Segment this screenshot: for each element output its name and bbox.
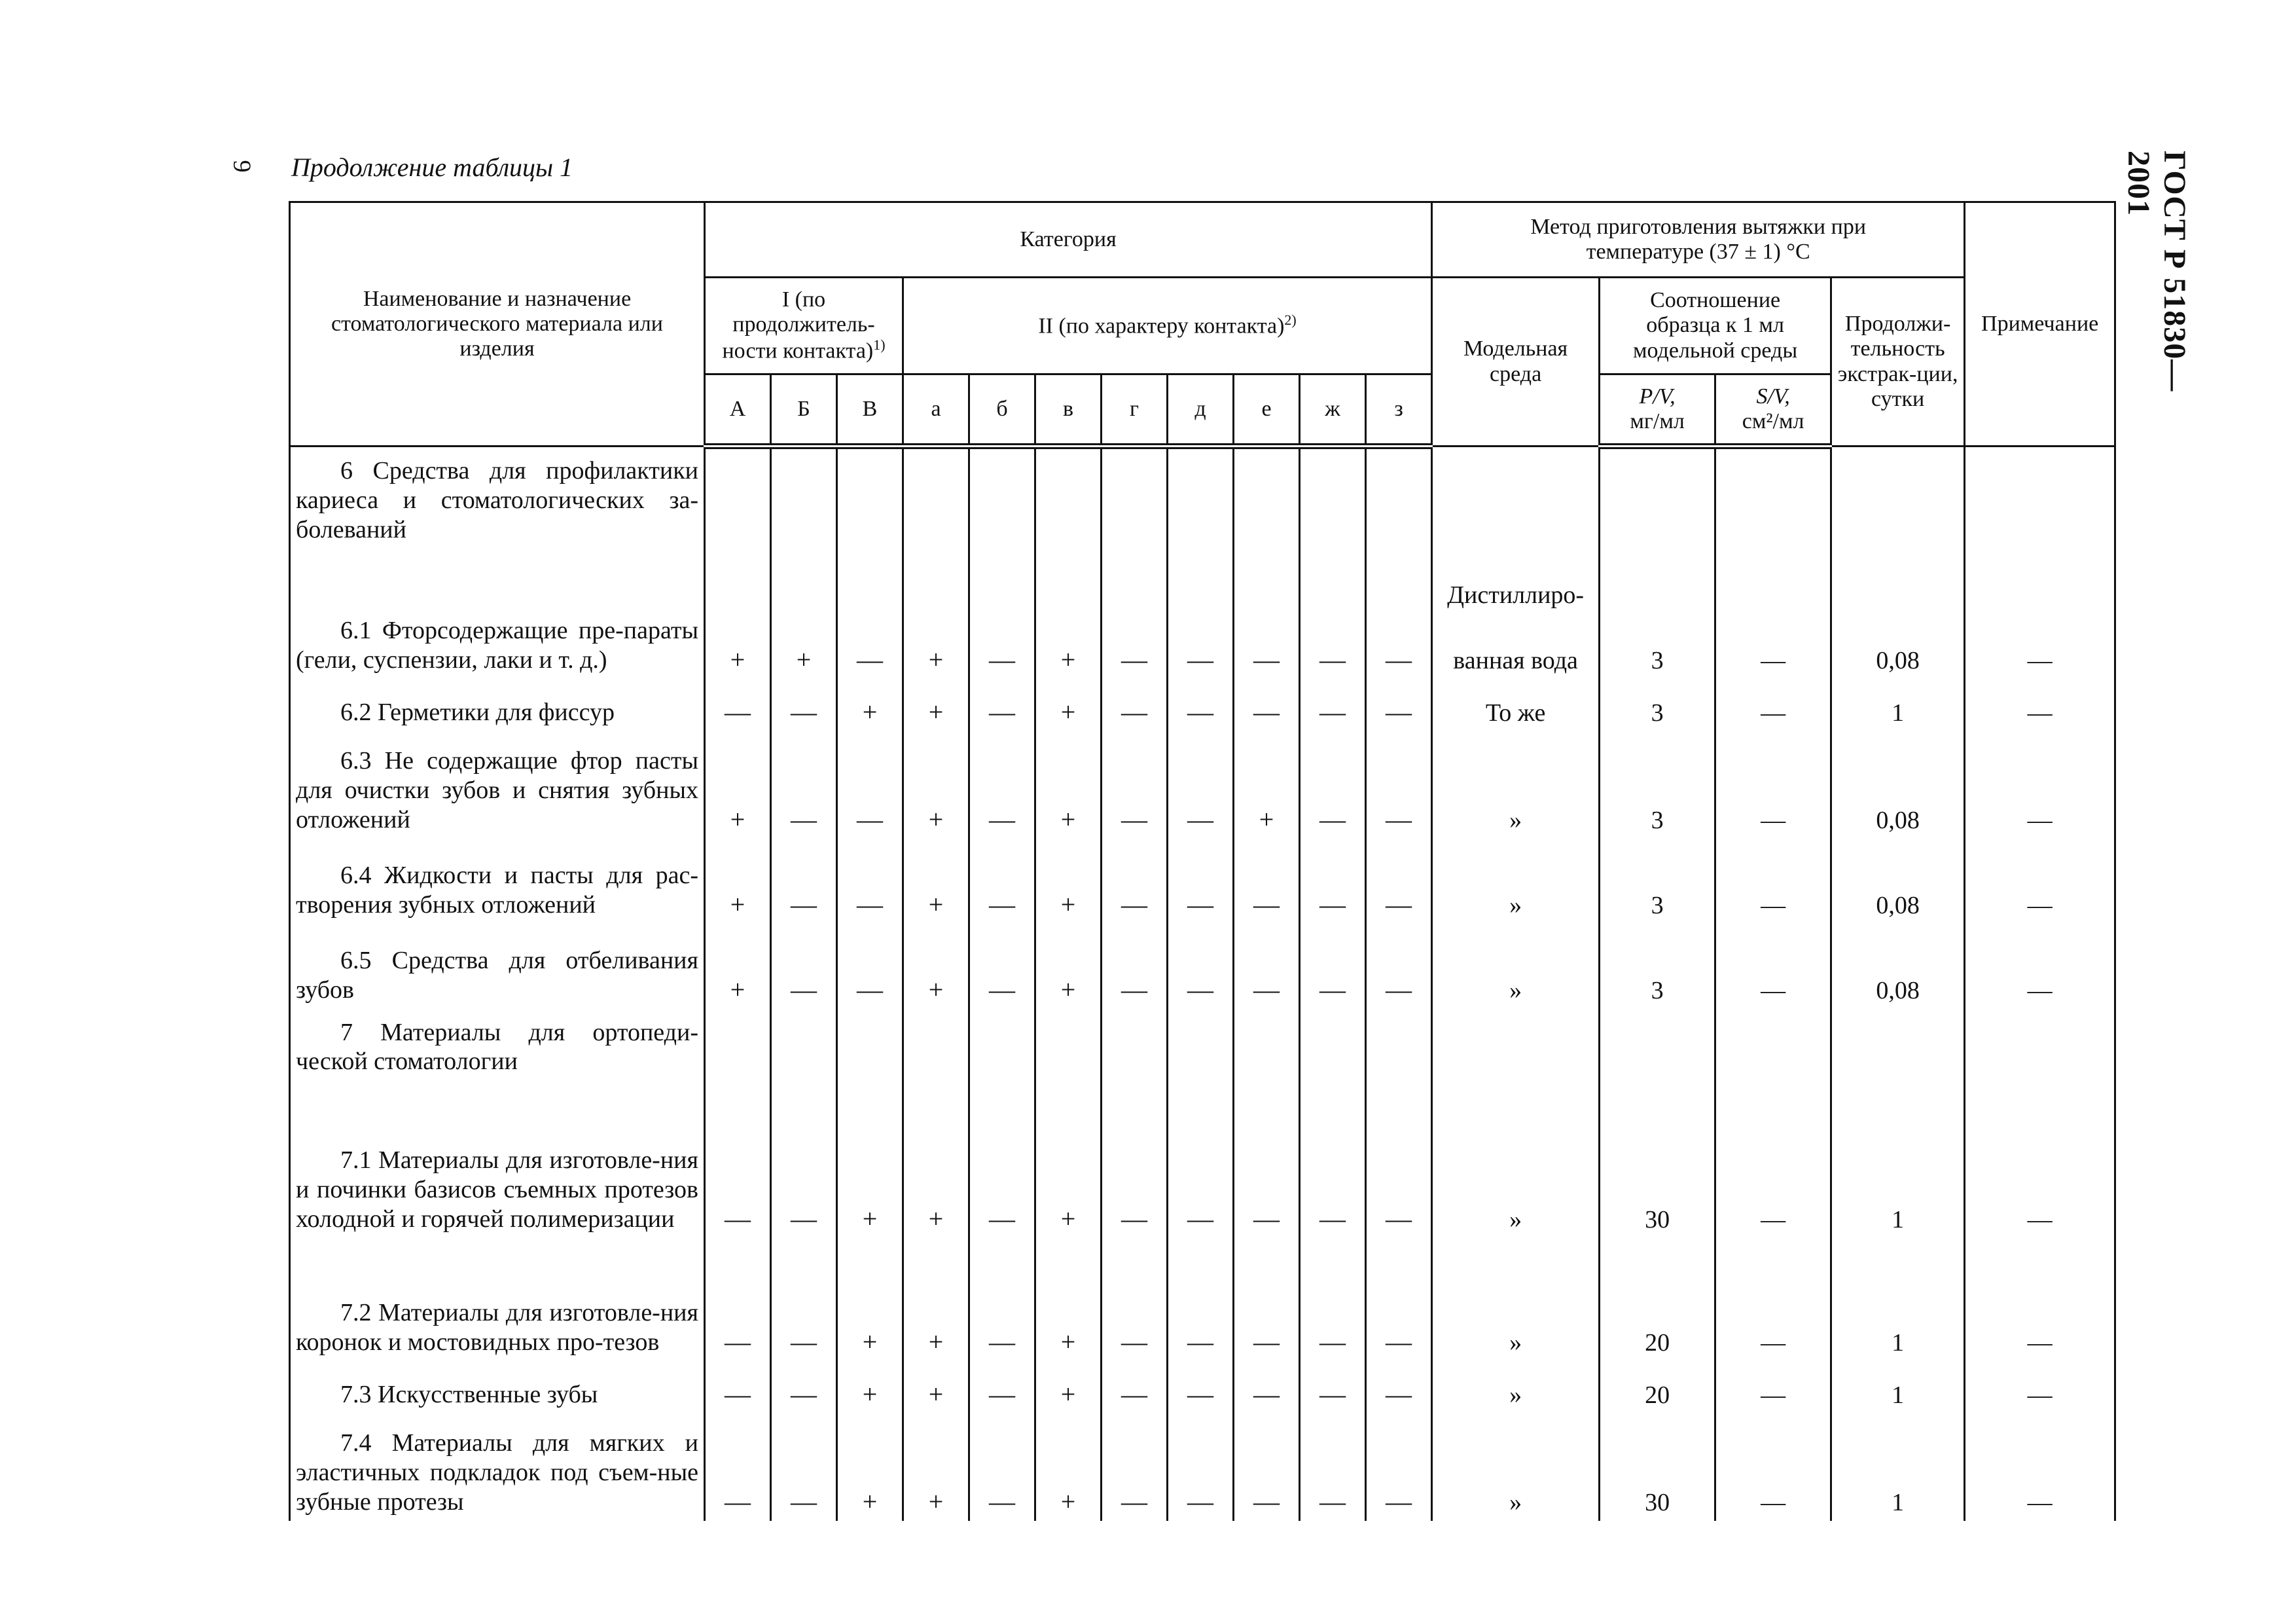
sv-cell: —: [1715, 1413, 1831, 1521]
medium-cell: »: [1432, 924, 1600, 1009]
mark-cell: [1102, 447, 1168, 559]
pv-cell: 3: [1600, 839, 1715, 924]
duration-cell: 0,08: [1831, 839, 1965, 924]
mark-cell: —: [1366, 839, 1432, 924]
mark-cell: —: [969, 1361, 1035, 1413]
duration-cell: 0,08: [1831, 731, 1965, 839]
mark-cell: +: [837, 1413, 903, 1521]
page-number: 9: [228, 160, 256, 173]
standard-code: ГОСТ Р 51830—2001: [2121, 151, 2192, 392]
header-name: Наименование и назначение стоматологического материала или изделия: [290, 202, 705, 447]
pv-cell: [1600, 1009, 1715, 1094]
item-name: 6.1 Фторсодержащие пре-параты (гели, суспензии, лаки и т. д.): [290, 559, 705, 679]
medium-cell: »: [1432, 731, 1600, 839]
sv-cell: —: [1715, 1094, 1831, 1238]
header-sv: S/V, см²/мл: [1715, 374, 1831, 447]
header-letter: б: [969, 374, 1035, 447]
mark-cell: [1366, 1009, 1432, 1094]
mark-cell: —: [1300, 731, 1366, 839]
mark-cell: +: [1035, 1361, 1102, 1413]
mark-cell: —: [1234, 924, 1300, 1009]
medium-cell: »: [1432, 1361, 1600, 1413]
table-row: [290, 1238, 2115, 1361]
item-name: 7.4 Материалы для мягких и эластичных подкладок под съем-ные зубные протезы: [290, 1413, 705, 1521]
mark-cell: +: [903, 731, 969, 839]
header-letter: Б: [771, 374, 837, 447]
mark-cell: +: [903, 839, 969, 924]
mark-cell: —: [1102, 1361, 1168, 1413]
pv-cell: 30: [1600, 1413, 1715, 1521]
note-cell: —: [1965, 1413, 2115, 1521]
mark-cell: —: [1234, 679, 1300, 731]
mark-cell: —: [1366, 1238, 1432, 1361]
mark-cell: +: [1035, 559, 1102, 679]
mark-cell: [1300, 1009, 1366, 1094]
pv-cell: 3: [1600, 924, 1715, 1009]
mark-cell: —: [969, 679, 1035, 731]
header-duration: Продолжи-тельность экстрак-ции, сутки: [1831, 278, 1965, 447]
mark-cell: [1035, 447, 1102, 559]
mark-cell: —: [771, 1361, 837, 1413]
sv-cell: —: [1715, 731, 1831, 839]
mark-cell: —: [1366, 679, 1432, 731]
mark-cell: [1300, 447, 1366, 559]
mark-cell: +: [771, 559, 837, 679]
mark-cell: —: [1366, 1094, 1432, 1238]
mark-cell: —: [969, 1238, 1035, 1361]
mark-cell: —: [969, 559, 1035, 679]
header-category: Категория: [705, 202, 1432, 278]
table-row: [290, 731, 2115, 839]
mark-cell: —: [837, 731, 903, 839]
mark-cell: —: [1168, 924, 1234, 1009]
sv-cell: —: [1715, 1238, 1831, 1361]
header-cat1: I (по продолжитель-ности контакта)$^{1)}$: [705, 278, 903, 374]
table-row: [290, 839, 2115, 924]
mark-cell: —: [1234, 1094, 1300, 1238]
pv-cell: [1600, 447, 1715, 559]
note-cell: —: [1965, 1361, 2115, 1413]
mark-cell: —: [1300, 839, 1366, 924]
mark-cell: +: [837, 679, 903, 731]
mark-cell: —: [771, 1094, 837, 1238]
mark-cell: +: [705, 731, 771, 839]
note-cell: [1965, 1009, 2115, 1094]
note-cell: —: [1965, 731, 2115, 839]
mark-cell: —: [771, 924, 837, 1009]
mark-cell: +: [1035, 839, 1102, 924]
mark-cell: +: [1035, 924, 1102, 1009]
mark-cell: —: [1102, 559, 1168, 679]
duration-cell: 1: [1831, 1413, 1965, 1521]
duration-cell: [1831, 447, 1965, 559]
note-cell: —: [1965, 1238, 2115, 1361]
mark-cell: —: [705, 679, 771, 731]
mark-cell: —: [1168, 679, 1234, 731]
item-name: 7.2 Материалы для изготовле-ния коронок и мостовидных про-тезов: [290, 1238, 705, 1361]
header-letter: г: [1102, 374, 1168, 447]
mark-cell: —: [837, 559, 903, 679]
mark-cell: —: [1168, 559, 1234, 679]
mark-cell: —: [1366, 1361, 1432, 1413]
mark-cell: —: [1168, 1361, 1234, 1413]
mark-cell: —: [1300, 1094, 1366, 1238]
note-cell: —: [1965, 839, 2115, 924]
duration-cell: 1: [1831, 679, 1965, 731]
header-medium: Модельная среда: [1432, 278, 1600, 447]
pv-cell: 3: [1600, 679, 1715, 731]
mark-cell: [969, 447, 1035, 559]
item-name: 6.3 Не содержащие фтор пасты для очистки зубов и снятия зубных отложений: [290, 731, 705, 839]
table-row: [290, 1094, 2115, 1238]
mark-cell: —: [969, 1413, 1035, 1521]
mark-cell: +: [1035, 679, 1102, 731]
mark-cell: —: [705, 1413, 771, 1521]
header-pv: P/V, мг/мл: [1600, 374, 1715, 447]
note-cell: [1965, 447, 2115, 559]
mark-cell: —: [1102, 1094, 1168, 1238]
pv-cell: 30: [1600, 1094, 1715, 1238]
mark-cell: +: [1035, 1238, 1102, 1361]
mark-cell: [1234, 1009, 1300, 1094]
mark-cell: —: [1366, 924, 1432, 1009]
mark-cell: +: [837, 1094, 903, 1238]
mark-cell: +: [1035, 1094, 1102, 1238]
mark-cell: [903, 1009, 969, 1094]
mark-cell: +: [705, 559, 771, 679]
table-body: [290, 447, 2115, 1521]
mark-cell: —: [1168, 1094, 1234, 1238]
mark-cell: [903, 447, 969, 559]
mark-cell: +: [1035, 1413, 1102, 1521]
table-row: [290, 559, 2115, 679]
mark-cell: —: [969, 839, 1035, 924]
mark-cell: [837, 1009, 903, 1094]
mark-cell: [705, 1009, 771, 1094]
mark-cell: —: [969, 1094, 1035, 1238]
medium-cell: [1432, 1009, 1600, 1094]
mark-cell: [1366, 447, 1432, 559]
mark-cell: —: [1300, 1238, 1366, 1361]
mark-cell: +: [903, 1361, 969, 1413]
mark-cell: —: [1300, 1413, 1366, 1521]
header-method: Метод приготовления вытяжки при температуре (37 ± 1) °С: [1432, 202, 1965, 278]
mark-cell: +: [1035, 731, 1102, 839]
mark-cell: [771, 1009, 837, 1094]
pv-cell: 20: [1600, 1238, 1715, 1361]
sv-cell: [1715, 1009, 1831, 1094]
header-letter: ж: [1300, 374, 1366, 447]
mark-cell: —: [1300, 559, 1366, 679]
mark-cell: —: [1234, 1361, 1300, 1413]
sv-cell: —: [1715, 679, 1831, 731]
pv-cell: 3: [1600, 559, 1715, 679]
note-cell: —: [1965, 559, 2115, 679]
table-row: [290, 1413, 2115, 1521]
item-name: 6.5 Средства для отбеливания зубов: [290, 924, 705, 1009]
duration-cell: 0,08: [1831, 559, 1965, 679]
mark-cell: +: [903, 679, 969, 731]
mark-cell: [1168, 447, 1234, 559]
medium-cell: То же: [1432, 679, 1600, 731]
mark-cell: [1168, 1009, 1234, 1094]
header-note: Примечание: [1965, 202, 2115, 447]
mark-cell: —: [1168, 1413, 1234, 1521]
note-cell: —: [1965, 924, 2115, 1009]
mark-cell: —: [1168, 1238, 1234, 1361]
mark-cell: +: [903, 1094, 969, 1238]
mark-cell: —: [1234, 559, 1300, 679]
mark-cell: —: [837, 839, 903, 924]
mark-cell: +: [903, 1413, 969, 1521]
mark-cell: —: [1234, 1238, 1300, 1361]
mark-cell: [1234, 447, 1300, 559]
mark-cell: —: [1366, 731, 1432, 839]
mark-cell: —: [1102, 924, 1168, 1009]
duration-cell: 1: [1831, 1238, 1965, 1361]
medium-cell: Дистиллиро- ванная вода: [1432, 559, 1600, 679]
mark-cell: —: [1300, 1361, 1366, 1413]
item-name: 6.2 Герметики для фиссур: [290, 679, 705, 731]
table-row: [290, 679, 2115, 731]
mark-cell: —: [705, 1238, 771, 1361]
mark-cell: —: [837, 924, 903, 1009]
mark-cell: —: [705, 1361, 771, 1413]
note-cell: —: [1965, 679, 2115, 731]
mark-cell: —: [771, 839, 837, 924]
item-name: 7.3 Искусственные зубы: [290, 1361, 705, 1413]
mark-cell: [837, 447, 903, 559]
duration-cell: 1: [1831, 1094, 1965, 1238]
section-title: 6 Средства для профилактики кариеса и стоматологических за-болеваний: [290, 447, 705, 559]
mark-cell: —: [1168, 731, 1234, 839]
mark-cell: —: [1102, 1413, 1168, 1521]
mark-cell: —: [1102, 731, 1168, 839]
mark-cell: +: [837, 1361, 903, 1413]
mark-cell: [771, 447, 837, 559]
sv-cell: —: [1715, 1361, 1831, 1413]
mark-cell: +: [903, 559, 969, 679]
table-row: [290, 1361, 2115, 1413]
mark-cell: —: [1300, 924, 1366, 1009]
mark-cell: [1102, 1009, 1168, 1094]
table-caption: Продолжение таблицы 1: [291, 153, 573, 182]
mark-cell: +: [705, 924, 771, 1009]
header-ratio: Соотношение образца к 1 мл модельной среды: [1600, 278, 1831, 374]
mark-cell: —: [705, 1094, 771, 1238]
mark-cell: —: [1300, 679, 1366, 731]
mark-cell: +: [837, 1238, 903, 1361]
mark-cell: [1035, 1009, 1102, 1094]
mark-cell: —: [771, 731, 837, 839]
header-letter: В: [837, 374, 903, 447]
mark-cell: —: [1102, 839, 1168, 924]
item-name: 7.1 Материалы для изготовле-ния и починки базисов съемных протезов холодной и горячей полимеризации: [290, 1094, 705, 1238]
mark-cell: —: [771, 1413, 837, 1521]
sv-cell: —: [1715, 559, 1831, 679]
mark-cell: —: [969, 924, 1035, 1009]
header-cat2: II (по характеру контакта)$^{2)}$: [903, 278, 1432, 374]
pv-cell: 20: [1600, 1361, 1715, 1413]
mark-cell: —: [1366, 1413, 1432, 1521]
item-name: 6.4 Жидкости и пасты для рас-творения зубных отложений: [290, 839, 705, 924]
section-title: 7 Материалы для ортопеди-ческой стоматологии: [290, 1009, 705, 1094]
medium-cell: [1432, 447, 1600, 559]
sv-cell: —: [1715, 839, 1831, 924]
mark-cell: [969, 1009, 1035, 1094]
medium-cell: »: [1432, 839, 1600, 924]
mark-cell: —: [1102, 1238, 1168, 1361]
table-row: [290, 924, 2115, 1009]
mark-cell: —: [969, 731, 1035, 839]
mark-cell: —: [771, 1238, 837, 1361]
medium-cell: »: [1432, 1413, 1600, 1521]
medium-cell: »: [1432, 1238, 1600, 1361]
pv-cell: 3: [1600, 731, 1715, 839]
header-letter: е: [1234, 374, 1300, 447]
mark-cell: —: [771, 679, 837, 731]
mark-cell: [705, 447, 771, 559]
mark-cell: —: [1366, 559, 1432, 679]
mark-cell: —: [1234, 1413, 1300, 1521]
mark-cell: —: [1168, 839, 1234, 924]
materials-table: [289, 201, 2116, 1521]
header-letter: а: [903, 374, 969, 447]
section-row: [290, 447, 2115, 559]
header-letter: д: [1168, 374, 1234, 447]
sv-cell: [1715, 447, 1831, 559]
sv-cell: —: [1715, 924, 1831, 1009]
header-letter: А: [705, 374, 771, 447]
duration-cell: 1: [1831, 1361, 1965, 1413]
mark-cell: —: [1234, 839, 1300, 924]
duration-cell: [1831, 1009, 1965, 1094]
mark-cell: +: [705, 839, 771, 924]
section-row: [290, 1009, 2115, 1094]
mark-cell: +: [1234, 731, 1300, 839]
mark-cell: +: [903, 1238, 969, 1361]
mark-cell: +: [903, 924, 969, 1009]
note-cell: —: [1965, 1094, 2115, 1238]
header-letter: в: [1035, 374, 1102, 447]
header-letter: з: [1366, 374, 1432, 447]
duration-cell: 0,08: [1831, 924, 1965, 1009]
medium-cell: »: [1432, 1094, 1600, 1238]
mark-cell: —: [1102, 679, 1168, 731]
